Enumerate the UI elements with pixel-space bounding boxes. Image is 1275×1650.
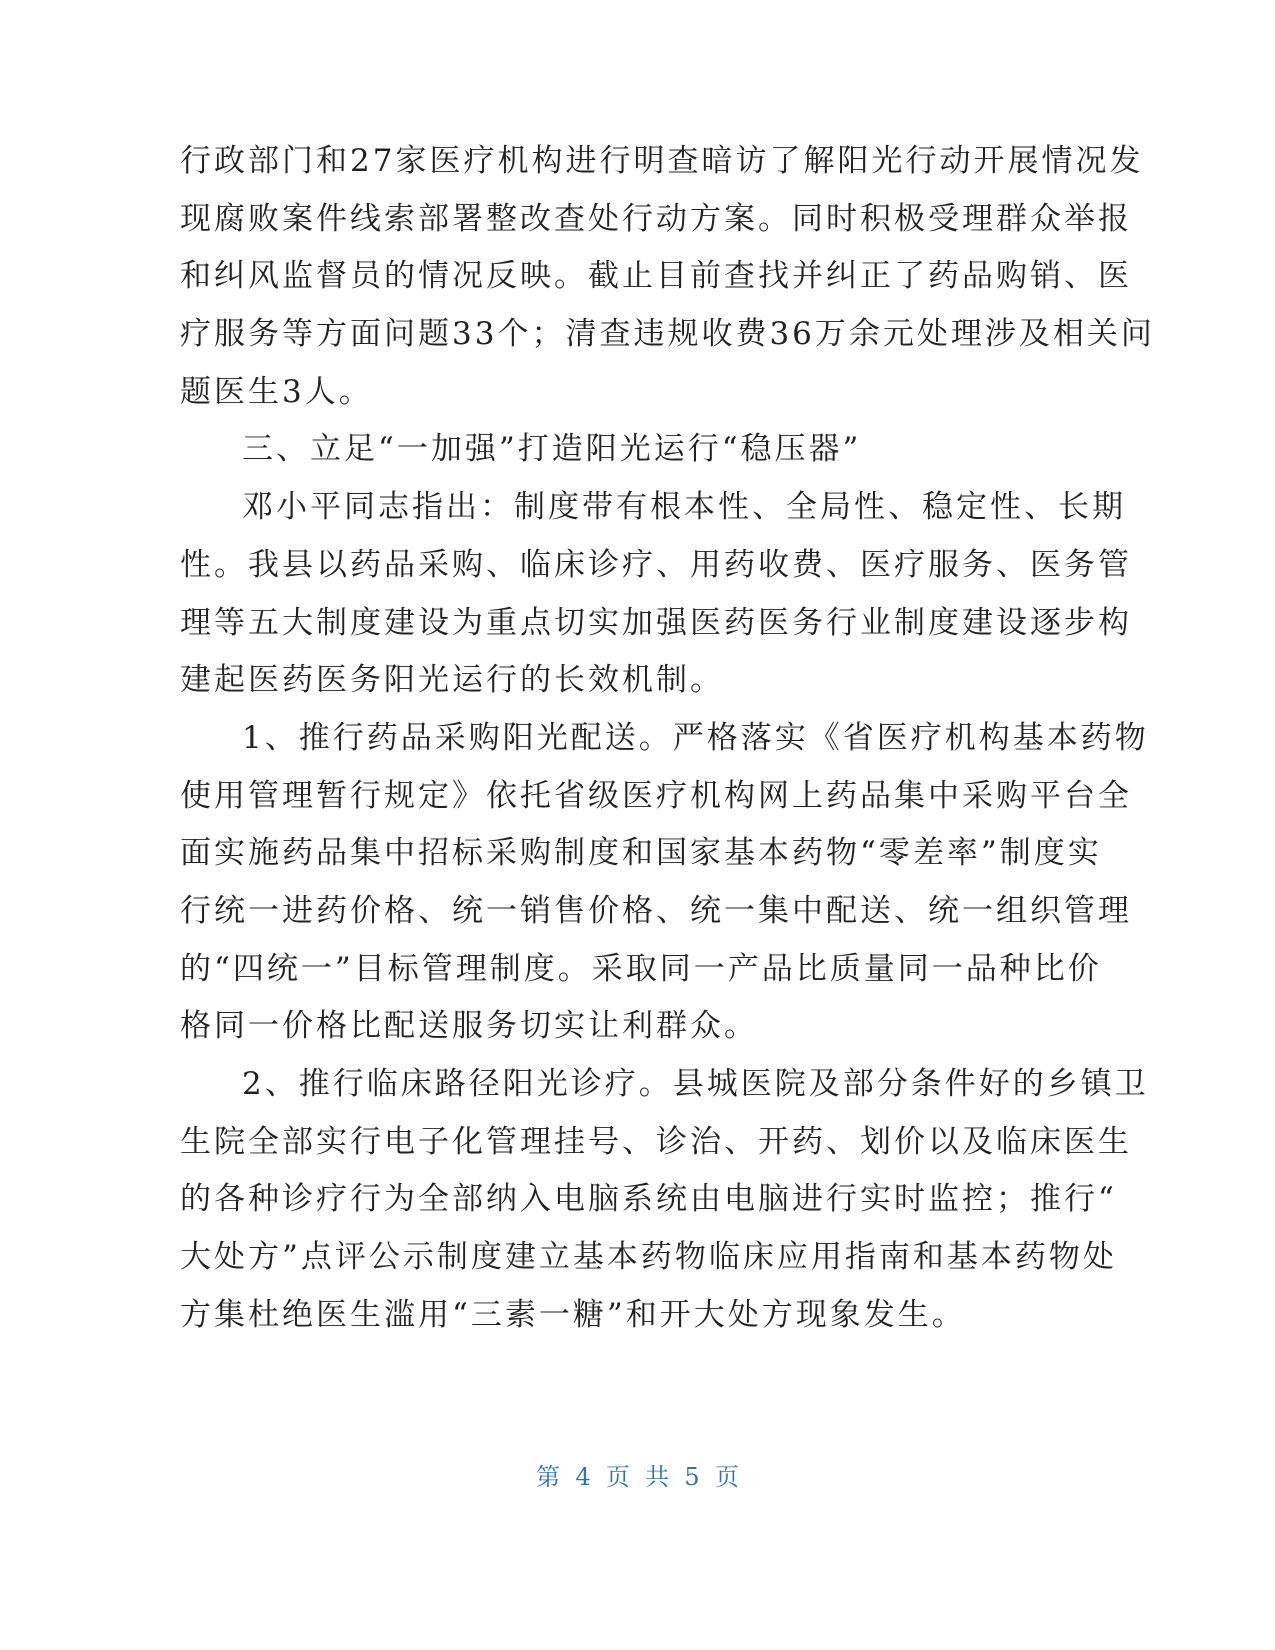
text-line: 生院全部实行电子化管理挂号、诊治、开药、划价以及临床医生 — [180, 1123, 1132, 1160]
text-line: 行政部门和27家医疗机构进行明查暗访了解阳光行动开展情况发 — [180, 143, 1144, 179]
text-line: 面实施药品集中招标采购制度和国家基本药物“零差率”制度实 — [180, 835, 1102, 872]
text-line: 的“四统一”目标管理制度。采取同一产品比质量同一品种比价 — [180, 950, 1102, 987]
text-line: 行统一进药价格、统一销售价格、统一集中配送、统一组织管理 — [180, 892, 1132, 929]
text-line: 使用管理暂行规定》依托省级医疗机构网上药品集中采购平台全 — [180, 777, 1132, 814]
text-line: 方集杜绝医生滥用“三素一糖”和开大处方现象发生。 — [180, 1296, 966, 1333]
text-line: 邓小平同志指出：制度带有根本性、全局性、稳定性、长期 — [242, 489, 1126, 526]
page-label: 第 — [536, 1463, 561, 1491]
total-unit: 页 — [714, 1463, 739, 1491]
page-footer — [0, 1462, 1275, 1492]
document-body — [180, 133, 1155, 1344]
text-line: 性。我县以药品采购、临床诊疗、用药收费、医疗服务、医务管 — [180, 546, 1132, 583]
section-heading: 三、立足“一加强”打造阳光运行“稳压器” — [242, 431, 862, 468]
text-line: 的各种诊疗行为全部纳入电脑系统由电脑进行实时监控；推行“ — [180, 1181, 1117, 1218]
text-line: 题医生3人。 — [180, 373, 373, 410]
current-page-number: 4 — [575, 1463, 591, 1491]
total-label: 共 — [645, 1463, 670, 1491]
text-line: 大处方”点评公示制度建立基本药物临床应用指南和基本药物处 — [180, 1239, 1117, 1276]
text-line: 1、推行药品采购阳光配送。严格落实《省医疗机构基本药物 — [242, 719, 1149, 756]
text-line: 理等五大制度建设为重点切实加强医药医务行业制度建设逐步构 — [180, 604, 1132, 641]
text-line: 格同一价格比配送服务切实让利群众。 — [180, 1008, 758, 1045]
text-line: 建起医药医务阳光运行的长效机制。 — [180, 662, 724, 699]
total-pages-number: 5 — [684, 1463, 700, 1491]
text-line: 2、推行临床路径阳光诊疗。县城医院及部分条件好的乡镇卫 — [242, 1066, 1149, 1102]
text-line: 和纠风监督员的情况反映。截止目前查找并纠正了药品购销、医 — [180, 258, 1132, 295]
text-line: 疗服务等方面问题33个；清查违规收费36万余元处理涉及相关问 — [180, 316, 1155, 353]
page-unit: 页 — [605, 1463, 630, 1491]
text-line: 现腐败案件线索部署整改查处行动方案。同时积极受理群众举报 — [180, 200, 1132, 237]
